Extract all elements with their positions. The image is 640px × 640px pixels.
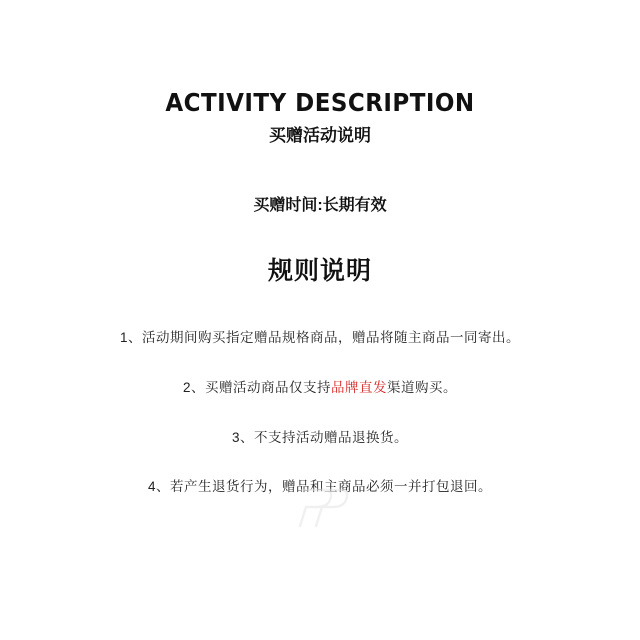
activity-period-text: 买赠时间:长期有效	[253, 197, 387, 215]
rule-text: 4、若产生退货行为，赠品和主商品必须一并打包退回。	[147, 479, 492, 495]
rule-text: 2、买赠活动商品仅支持	[182, 379, 331, 395]
rule-text: 1、活动期间购买指定赠品规格商品，赠品将随主商品一同寄出。	[119, 330, 520, 346]
rule-item	[0, 427, 640, 449]
rule-text: 3、不支持活动赠品退换货。	[231, 429, 408, 445]
rule-item	[0, 377, 640, 399]
rule-highlight: 品牌直发	[331, 379, 387, 395]
section-heading-rules: 规则说明	[267, 257, 372, 286]
rule-item	[0, 327, 640, 349]
brand-watermark-icon	[290, 486, 350, 530]
page-title-english: ACTIVITY DESCRIPTION	[165, 88, 475, 117]
page-title-chinese: 买赠活动说明	[269, 126, 371, 145]
rule-text-tail: 渠道购买。	[387, 379, 457, 395]
rules-list	[0, 327, 640, 497]
document-content	[0, 88, 640, 498]
